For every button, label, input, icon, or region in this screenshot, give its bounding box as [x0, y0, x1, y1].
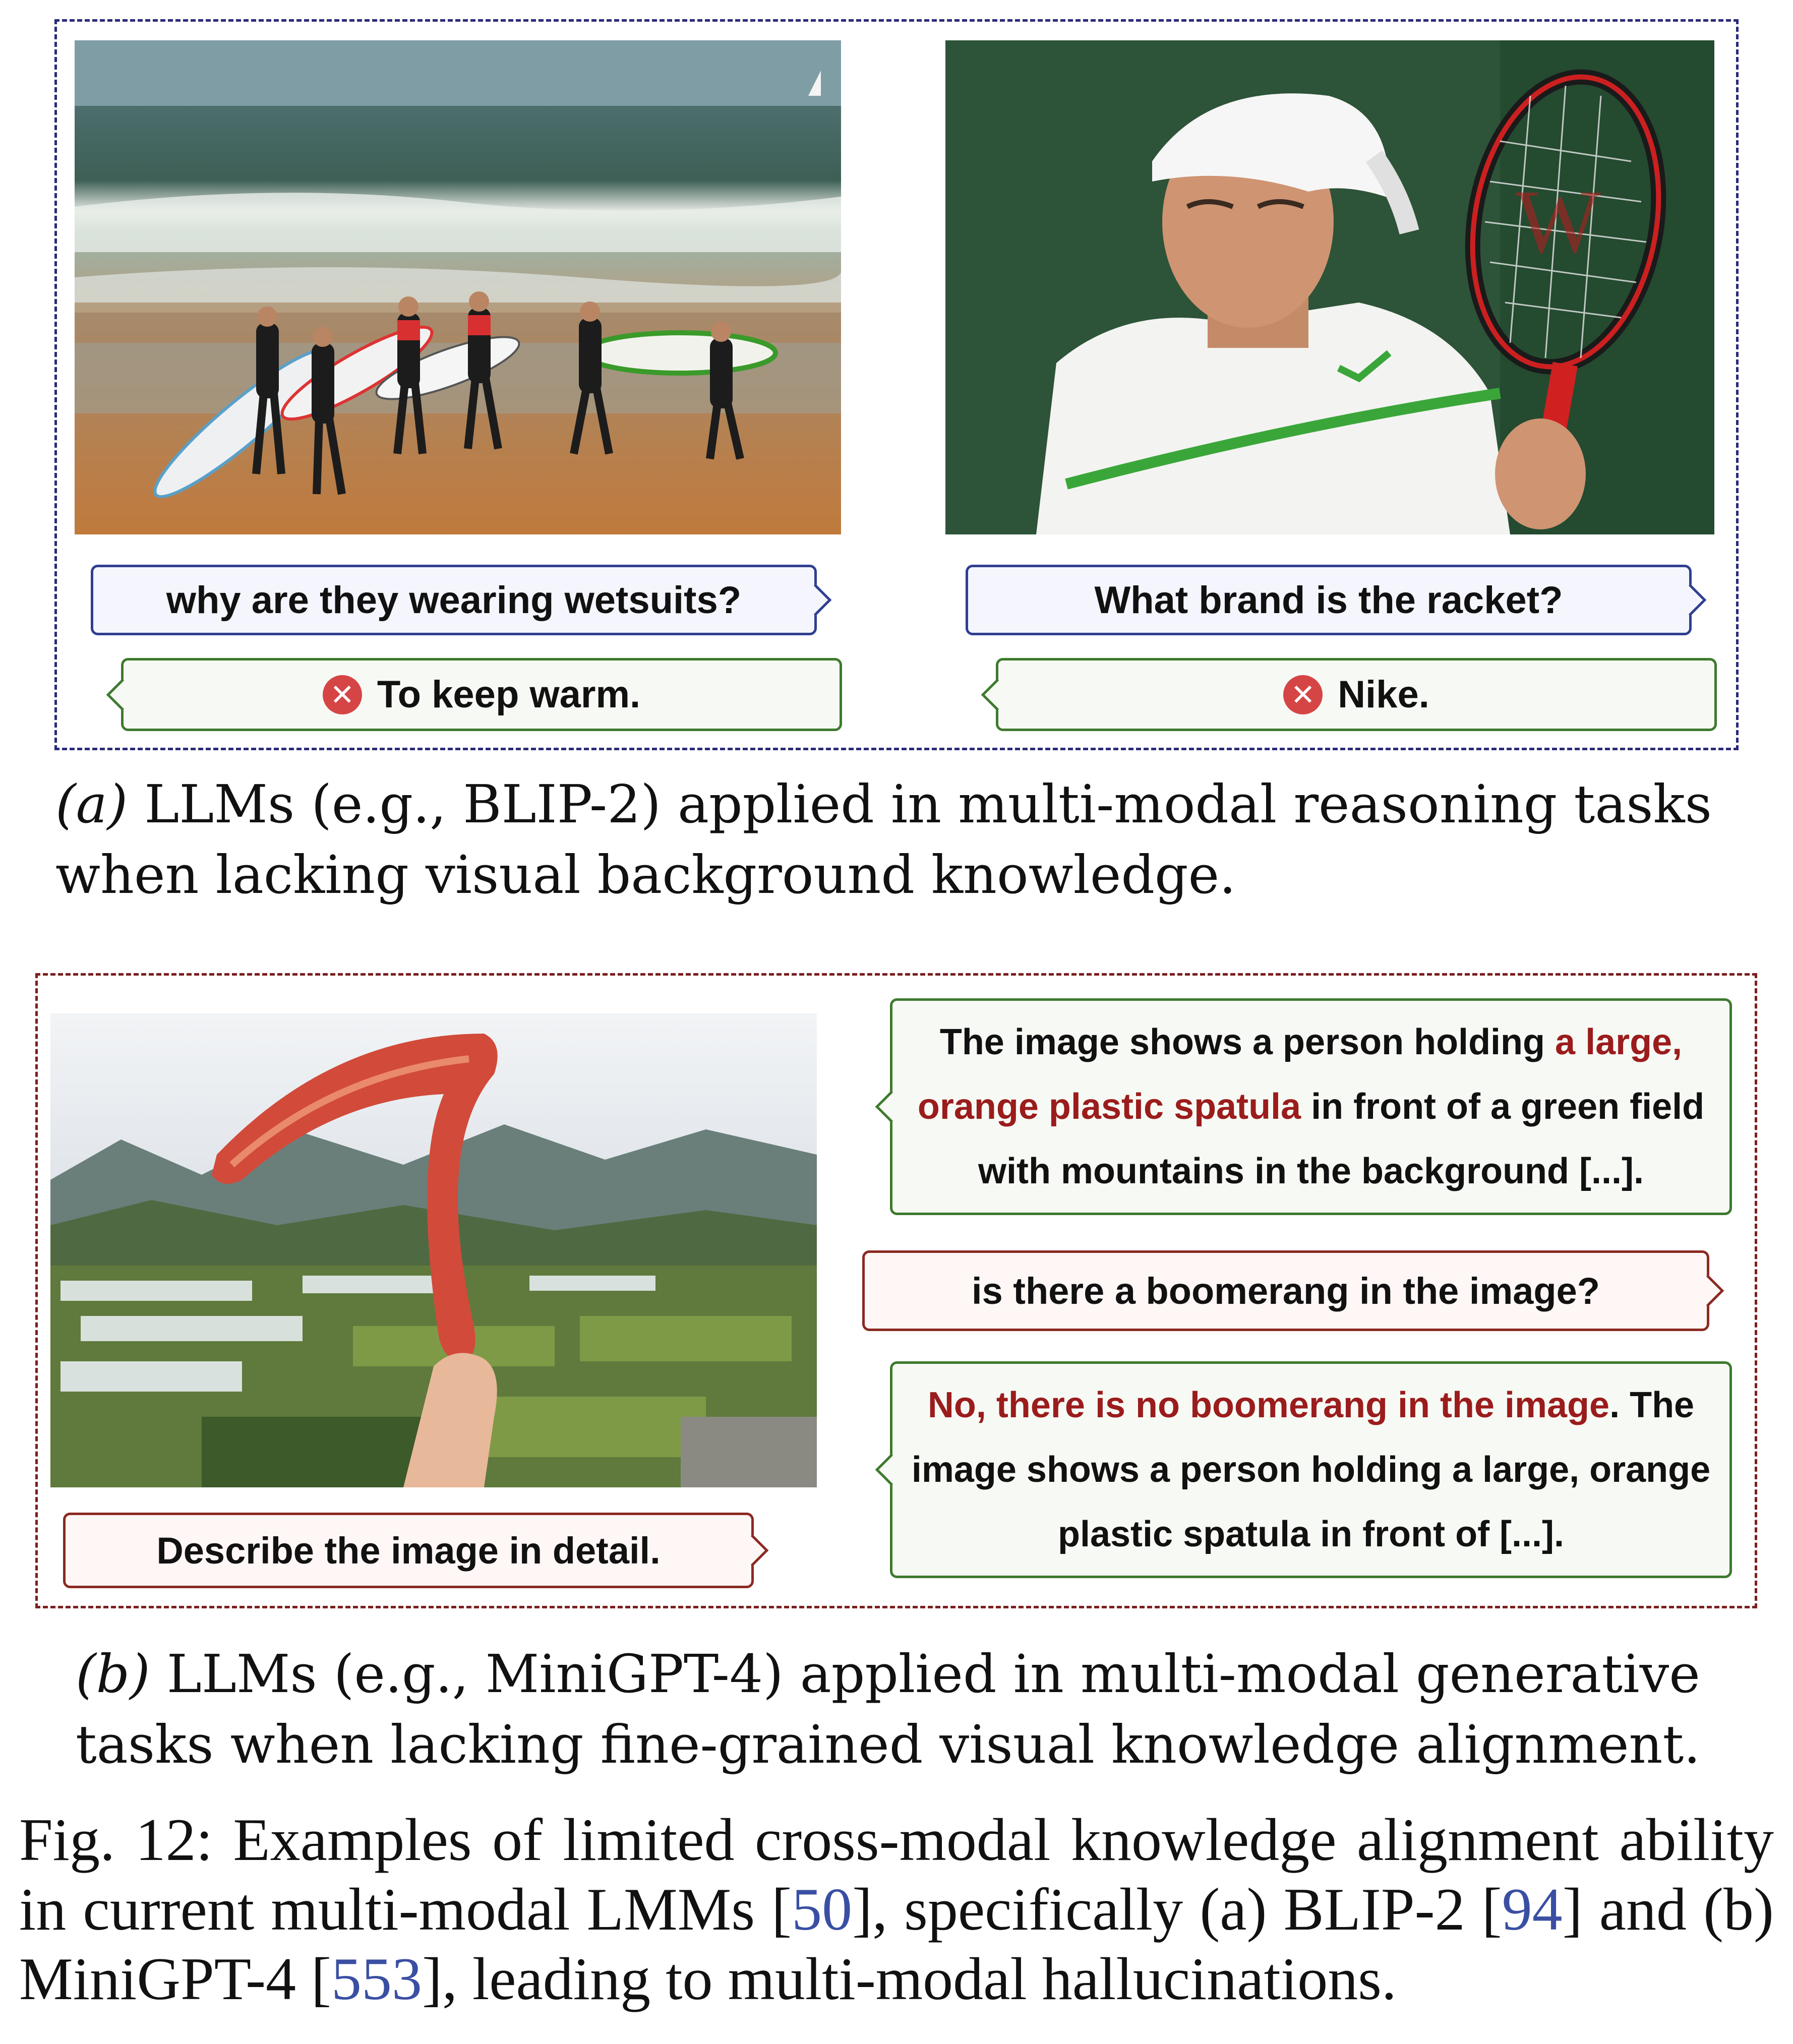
- figure-caption: [19, 1805, 1774, 2014]
- response-1-post: in front of a green field with mountains in the background [...].: [978, 1087, 1705, 1191]
- figure-caption-part-2: ], specifically (a) BLIP-2 [: [852, 1876, 1502, 1943]
- question-text: why are they wearing wetsuits?: [166, 578, 742, 622]
- svg-text:W: W: [1515, 171, 1601, 272]
- prompt-text: Describe the image in detail.: [156, 1529, 661, 1572]
- surfers-on-beach-photo: [75, 40, 841, 534]
- figure-caption-part-4: ], leading to multi-modal hallucinations.: [422, 1945, 1397, 2012]
- figure-caption-part-3: ] and (b) MiniGPT-4 [: [19, 1876, 1774, 2012]
- response-1-text: [892, 1010, 1729, 1204]
- caption-label: (a): [55, 773, 128, 835]
- response-1-pre: The image shows a person holding: [939, 1022, 1556, 1062]
- answer-text: Nike.: [1338, 673, 1429, 716]
- answer-bubble-left: [121, 658, 842, 731]
- caption-label: (b): [76, 1643, 150, 1705]
- caption-text: LLMs (e.g., BLIP-2) applied in multi-modal reasoning tasks when lacking visual background knowledge.: [55, 773, 1712, 906]
- response-bubble-1: [890, 998, 1732, 1215]
- question-text: is there a boomerang in the image?: [972, 1270, 1600, 1312]
- reference-link-94[interactable]: 94: [1502, 1876, 1563, 1943]
- answer-text: To keep warm.: [377, 673, 641, 716]
- x-circle-icon: ✕: [323, 675, 362, 714]
- answer-bubble-right: [996, 658, 1717, 731]
- question-bubble-b: [862, 1250, 1709, 1331]
- response-2-post: . The image shows a person holding a large, orange plastic spatula in front of [...].: [911, 1385, 1711, 1554]
- response-bubble-2: [890, 1361, 1732, 1578]
- response-2-highlight: No, there is no boomerang in the image: [927, 1385, 1610, 1425]
- caption-text: LLMs (e.g., MiniGPT-4) applied in multi-modal generative tasks when lacking fine-grained visual knowledge alignment.: [76, 1643, 1701, 1775]
- figure-label: Fig. 12:: [19, 1806, 213, 1873]
- figure-caption-part-1: Examples of limited cross-modal knowledge alignment ability in current multi-modal LMMs [: [19, 1806, 1774, 1943]
- caption-a: [55, 769, 1740, 910]
- tennis-player-photo: [945, 40, 1714, 534]
- x-circle-icon: ✕: [1283, 675, 1323, 714]
- reference-link-50[interactable]: 50: [792, 1876, 853, 1943]
- question-bubble-left: [91, 565, 817, 635]
- question-bubble-right: [966, 565, 1692, 635]
- caption-b: [76, 1639, 1740, 1780]
- reference-link-553[interactable]: 553: [331, 1945, 422, 2012]
- boomerang-over-fields-photo: [50, 1013, 817, 1487]
- response-1-highlight: a large, orange plastic spatula: [917, 1022, 1683, 1127]
- response-2-text: [892, 1373, 1729, 1567]
- prompt-bubble: [63, 1513, 754, 1588]
- question-text: What brand is the racket?: [1094, 578, 1563, 622]
